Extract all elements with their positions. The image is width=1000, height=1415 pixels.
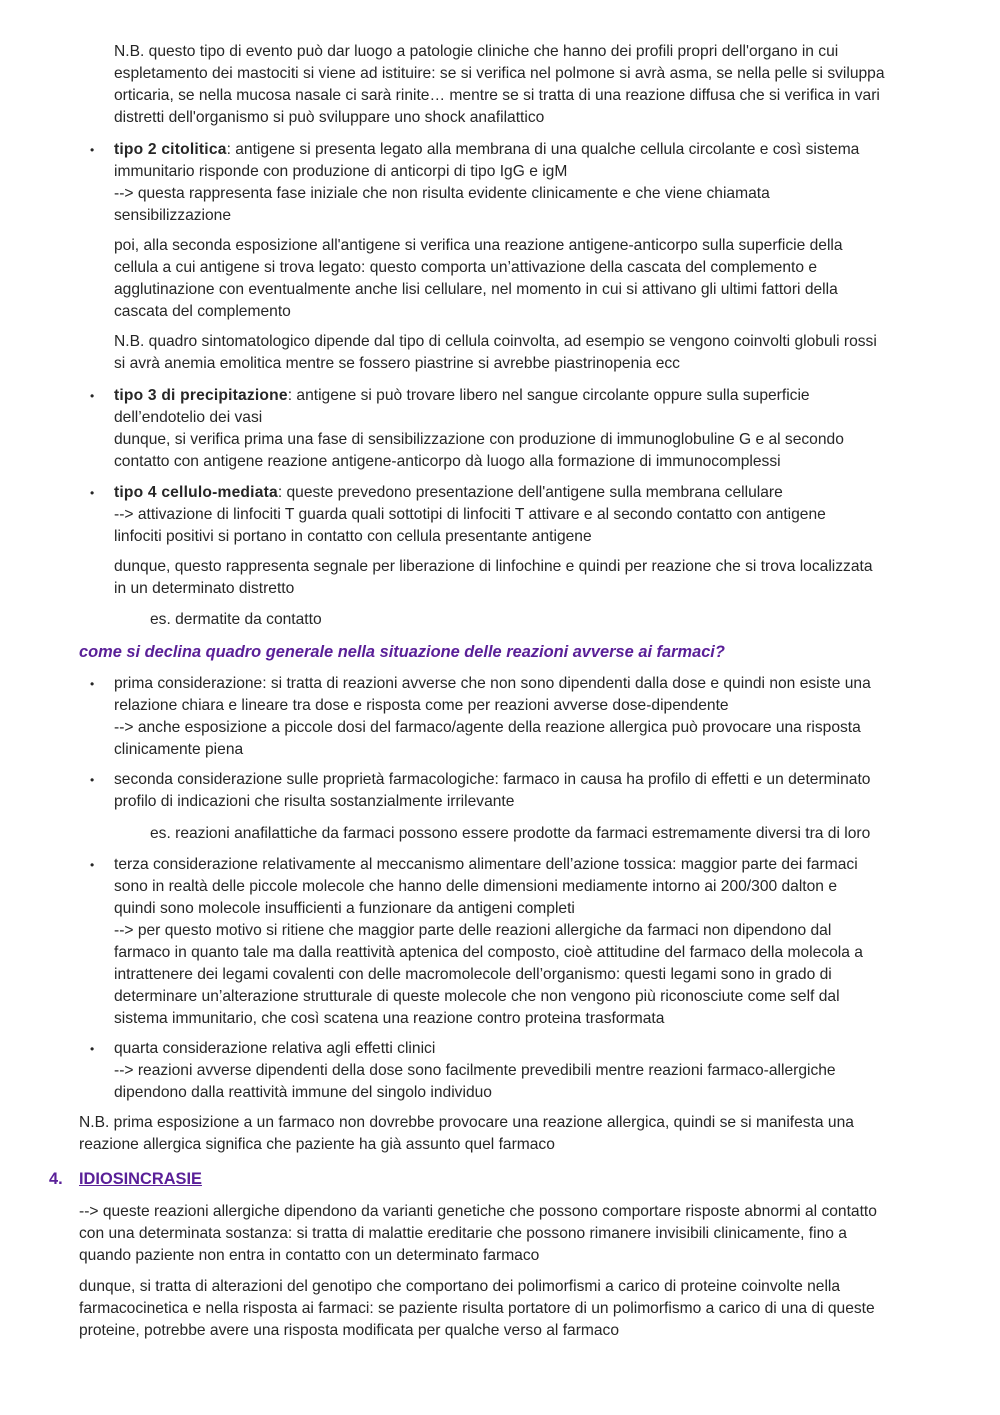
text-line: determinare un’alterazione strutturale di queste molecole che non vengono più riconosciute come self dal	[114, 988, 840, 1005]
text-line: : antigene si può trovare libero nel sangue circolante oppure sulla superficie	[287, 387, 810, 404]
nb-paragraph-tipo2	[114, 331, 964, 375]
text-line: es. reazioni anafilattiche da farmaci possono essere prodotte da farmaci estremamente diversi tra di loro	[150, 825, 871, 842]
bullet-icon: •	[90, 486, 95, 500]
bullet-icon: •	[90, 677, 95, 691]
text-line: N.B. prima esposizione a un farmaco non dovrebbe provocare una reazione allergica, quindi se si manifesta una	[79, 1114, 854, 1131]
bullet-icon: •	[90, 389, 95, 403]
bullet-icon: •	[90, 773, 95, 787]
nb-paragraph-prima-esposizione	[79, 1112, 964, 1156]
text-line: dunque, si verifica prima una fase di sensibilizzazione con produzione di immunoglobuline G e al secondo	[114, 431, 844, 448]
text-line: seconda considerazione sulle proprietà farmacologiche: farmaco in causa ha profilo di effetti e un determinato	[114, 771, 871, 788]
text-line: proteine, potrebbe avere una risposta modificata per qualche verso al farmaco	[79, 1322, 620, 1339]
section-number: 4.	[49, 1170, 63, 1188]
text-line: sistema immunitario, che così scatena una reazione contro proteina trasformata	[114, 1010, 665, 1027]
text-line: sensibilizzazione	[114, 207, 232, 224]
text-line: N.B. questo tipo di evento può dar luogo a patologie cliniche che hanno dei profili propri dell'organo in cui	[114, 43, 839, 60]
text-line: --> queste reazioni allergiche dipendono da varianti genetiche che possono comportare risposte abnormi al contatto	[79, 1203, 877, 1220]
section-heading-idiosincrasie	[49, 1168, 202, 1190]
text-line: farmaco in quanto tale ma dalla reattività aptenica del composto, cioè attitudine del farmaco della molecola a	[114, 944, 863, 961]
text-line: --> attivazione di linfociti T guarda quali sottotipi di linfociti T attivare e al secondo contatto con antigene	[114, 506, 826, 523]
text-line: prima considerazione: si tratta di reazioni avverse che non sono dipendenti dalla dose e quindi non esiste una	[114, 675, 871, 692]
bullet-icon: •	[90, 858, 95, 872]
text-line: poi, alla seconda esposizione all'antigene si verifica una reazione antigene-anticorpo sulla superficie della	[114, 237, 843, 254]
text-line: --> reazioni avverse dipendenti della dose sono facilmente prevedibili mentre reazioni farmaco-allergiche	[114, 1062, 836, 1079]
paragraph-idiosincrasie-1	[79, 1201, 964, 1267]
text-line: sono in realtà delle piccole molecole che hanno delle dimensioni mediamente intorno ai 200/300 dalton e	[114, 878, 837, 895]
text-line: es. dermatite da contatto	[150, 611, 322, 628]
nb-paragraph-asma	[114, 41, 964, 129]
text-line: : antigene si presenta legato alla membrana di una qualche cellula circolante e così sistema	[226, 141, 860, 158]
text-line: orticaria, se nella mucosa nasale ci sarà rinite… mentre se si tratta di una reazione diffusa che si verifica in vari	[114, 87, 880, 104]
term-tipo3: tipo 3 di precipitazione	[114, 387, 288, 404]
text-line: farmacocinetica e nella risposta ai farmaci: se paziente risulta portatore di un polimorfismo a carico di una di queste	[79, 1300, 875, 1317]
text-line: cellula a cui antigene si trova legato: questo comporta un’attivazione della cascata del complemento e	[114, 259, 818, 276]
text-line: contatto con antigene reazione antigene-anticorpo dà luogo alla formazione di immunocomplessi	[114, 453, 781, 470]
text-line: intrattenere dei legami covalenti con delle macromolecole dell’organismo: questi legami sono in grado di	[114, 966, 832, 983]
bullet-icon: •	[90, 143, 95, 157]
paragraph-tipo2-esposizione	[114, 235, 964, 323]
text-line: relazione chiara e lineare tra dose e risposta come per reazioni avverse dose-dipendente	[114, 697, 729, 714]
text-line: linfociti positivi si portano in contatto con cellula presentante antigene	[114, 528, 592, 545]
text-line: quindi sono molecole insufficienti a funzionare da antigeni completi	[114, 900, 575, 917]
text-line: --> per questo motivo si ritiene che maggior parte delle reazioni allergiche da farmaci non dipendono dal	[114, 922, 832, 939]
text-line: profilo di indicazioni che risulta sostanzialmente irrilevante	[114, 793, 515, 810]
text-line: immunitario risponde con produzione di anticorpi di tipo IgG e igM	[114, 163, 568, 180]
example-seconda-considerazione	[150, 823, 965, 845]
paragraph-idiosincrasie-2	[79, 1276, 964, 1342]
term-tipo2: tipo 2 citolitica	[114, 141, 227, 158]
section-question-heading: come si declina quadro generale nella situazione delle reazioni avverse ai farmaci?	[79, 643, 725, 661]
paragraph-tipo4-linfochine	[114, 556, 964, 600]
text-line: agglutinazione con eventualmente anche lisi cellulare, nel momento in cui si attivano gli ultimi fattori della	[114, 281, 838, 298]
bullet-icon: •	[90, 1042, 95, 1056]
section-title: IDIOSINCRASIE	[79, 1170, 202, 1188]
text-line: N.B. quadro sintomatologico dipende dal tipo di cellula coinvolta, ad esempio se vengono coinvolti globuli rossi	[114, 333, 877, 350]
text-line: cascata del complemento	[114, 303, 291, 320]
text-line: quarta considerazione relativa agli effetti clinici	[114, 1040, 436, 1057]
text-line: : queste prevedono presentazione dell'antigene sulla membrana cellulare	[277, 484, 783, 501]
text-line: distretti dell'organismo si può sviluppare uno shock anafilattico	[114, 109, 545, 126]
text-line: --> anche esposizione a piccole dosi del farmaco/agente della reazione allergica può provocare una risposta	[114, 719, 861, 736]
text-line: si avrà anemia emolitica mentre se fossero piastrine si avrebbe piastrinopenia ecc	[114, 355, 680, 372]
text-line: in un determinato distretto	[114, 580, 295, 597]
text-line: terza considerazione relativamente al meccanismo alimentare dell’azione tossica: maggior parte dei farmaci	[114, 856, 858, 873]
text-line: dipendono dalla reattività immune del singolo individuo	[114, 1084, 492, 1101]
text-line: quando paziente non entra in contatto con un determinato farmaco	[79, 1247, 540, 1264]
text-line: reazione allergica significa che paziente ha già assunto quel farmaco	[79, 1136, 555, 1153]
text-line: con una determinata sostanza: si tratta di malattie ereditarie che possono rimanere invisibili clinicamente, fino a	[79, 1225, 847, 1242]
text-line: clinicamente piena	[114, 741, 244, 758]
text-line: --> questa rappresenta fase iniziale che non risulta evidente clinicamente e che viene chiamata	[114, 185, 770, 202]
text-line: espletamento dei mastociti si viene ad istituire: se si verifica nel polmone si avrà asma, se nella pelle si sviluppa	[114, 65, 885, 82]
text-line: dunque, questo rappresenta segnale per liberazione di linfochine e quindi per reazione che si trova localizzata	[114, 558, 873, 575]
text-line: dunque, si tratta di alterazioni del genotipo che comportano dei polimorfismi a carico di proteine coinvolte nella	[79, 1278, 841, 1295]
example-tipo4	[150, 609, 965, 631]
term-tipo4: tipo 4 cellulo-mediata	[114, 484, 278, 501]
text-line: dell’endotelio dei vasi	[114, 409, 263, 426]
